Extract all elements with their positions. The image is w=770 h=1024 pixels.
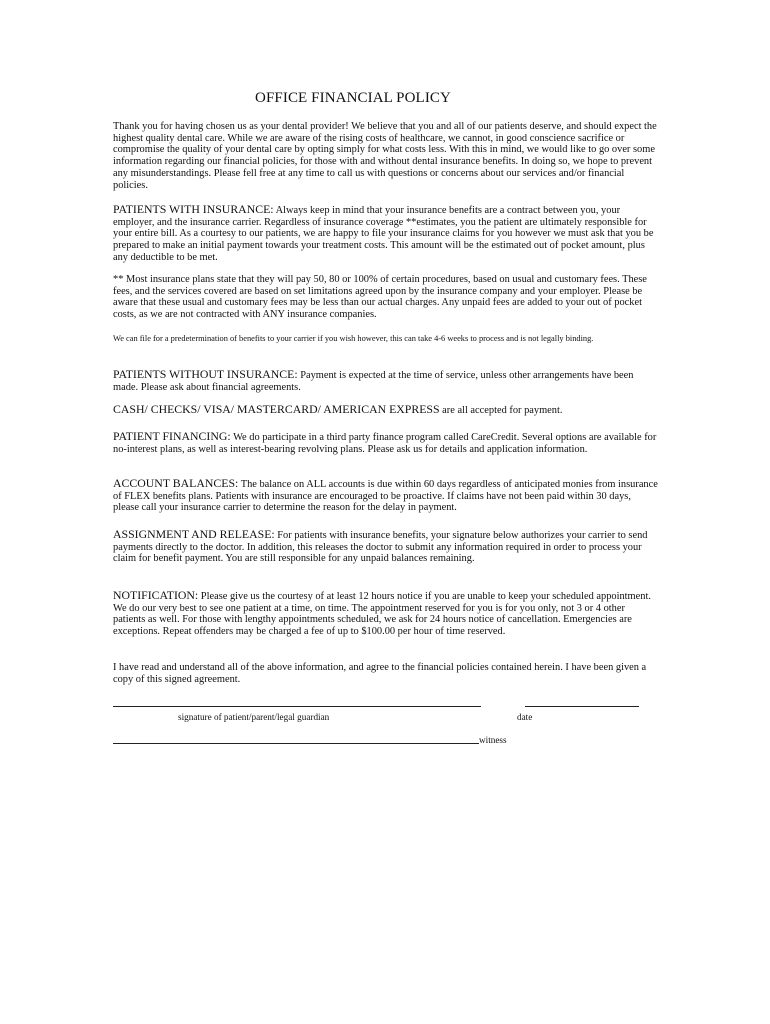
notification-heading: NOTIFICATION: bbox=[113, 588, 199, 602]
without-insurance-section bbox=[113, 369, 658, 393]
acknowledgement-paragraph: I have read and understand all of the above information, and agree to the financial policies contained herein. I have been given a copy of this signed agreement. bbox=[113, 662, 647, 685]
payment-methods-heading: CASH/ CHECKS/ VISA/ MASTERCARD/ AMERICAN EXPRESS bbox=[113, 402, 440, 416]
date-caption: date bbox=[517, 712, 533, 722]
notification-body: Please give us the courtesy of at least 12 hours notice if you are unable to keep your scheduled appointment. We do our very best to see one patient at a time, on time. The appointment reserved for you is for you only, not 3 or 4 other patients as well. For those with lengthy appointments scheduled, we ask for 24 hours notice of cancellation. Emergencies are exceptions. Repeat offenders may be charged a fee of up to $100.00 per hour of time reserved. bbox=[113, 591, 651, 638]
balances-body: The balance on ALL accounts is due within 60 days regardless of anticipated monies from insurance of FLEX benefits plans. Patients with insurance are encouraged to be proactive. If claims have not been paid within 30 days, please call your insurance carrier to determine the reason for the delay in payment. bbox=[113, 479, 658, 514]
without-insurance-heading: PATIENTS WITHOUT INSURANCE: bbox=[113, 367, 298, 381]
financing-heading: PATIENT FINANCING: bbox=[113, 429, 231, 443]
financing-body: We do participate in a third party finance program called CareCredit. Several options are available for no-interest plans, as well as interest-bearing revolving plans. Please ask us for details and application information. bbox=[113, 432, 657, 455]
assignment-heading: ASSIGNMENT AND RELEASE: bbox=[113, 527, 275, 541]
witness-caption: witness bbox=[479, 735, 507, 745]
insurance-heading: PATIENTS WITH INSURANCE: bbox=[113, 202, 274, 216]
without-insurance-body: Payment is expected at the time of service, unless other arrangements have been made. Please ask about financial agreements. bbox=[113, 370, 634, 393]
assignment-section bbox=[113, 529, 658, 565]
payment-methods-section bbox=[113, 404, 658, 417]
financing-section bbox=[113, 431, 658, 455]
balances-heading: ACCOUNT BALANCES: bbox=[113, 476, 239, 490]
notification-section bbox=[113, 590, 658, 638]
signature-line[interactable] bbox=[113, 706, 481, 707]
insurance-section bbox=[113, 204, 658, 264]
page-title: OFFICE FINANCIAL POLICY bbox=[255, 90, 451, 106]
balances-section bbox=[113, 478, 658, 514]
predetermination-note: We can file for a predetermination of benefits to your carrier if you wish however, this can take 4-6 weeks to process and is not legally binding. bbox=[113, 334, 594, 343]
date-line[interactable] bbox=[525, 706, 639, 707]
insurance-body: Always keep in mind that your insurance benefits are a contract between you, your employer, and the insurance carrier. Regardless of insurance coverage **estimates, you the patient are ultimately responsible for your entire bill. As a courtesy to our patients, we are happy to file your insurance claims for you however we must ask that you be prepared to make an initial payment towards your treatment costs. This amount will be the estimated out of pocket amount, plus any deductible to be met. bbox=[113, 205, 654, 263]
payment-methods-body: are all accepted for payment. bbox=[439, 405, 563, 416]
signature-caption: signature of patient/parent/legal guardian bbox=[178, 712, 330, 722]
assignment-body: For patients with insurance benefits, your signature below authorizes your carrier to send payments directly to the doctor. In addition, this releases the doctor to submit any information required in order to process your claim for benefit payment. You are still responsible for any unpaid balances remaining. bbox=[113, 530, 648, 565]
insurance-note: ** Most insurance plans state that they will pay 50, 80 or 100% of certain procedures, based on usual and customary fees. These fees, and the services covered are based on set limitations agreed upon by the insurance company and your employer. Please be aware that these usual and customary fees may be less than our actual charges. Any unpaid fees are added to your out of pocket costs, as we are not contracted with ANY insurance companies. bbox=[113, 274, 647, 321]
intro-paragraph: Thank you for having chosen us as your dental provider! We believe that you and all of our patients deserve, and should expect the highest quality dental care. While we are aware of the rising costs of healthcare, we cannot, in good conscience sacrifice or compromise the quality of your dental care by opting simply for what costs less. With this in mind, we would like to go over some information regarding our financial policies, for those with and without dental insurance benefits. In doing so, we hope to prevent any misunderstandings. Please fell free at any time to call us with questions or concerns about our services and/or financial policies. bbox=[113, 121, 657, 191]
witness-line[interactable] bbox=[113, 743, 479, 744]
